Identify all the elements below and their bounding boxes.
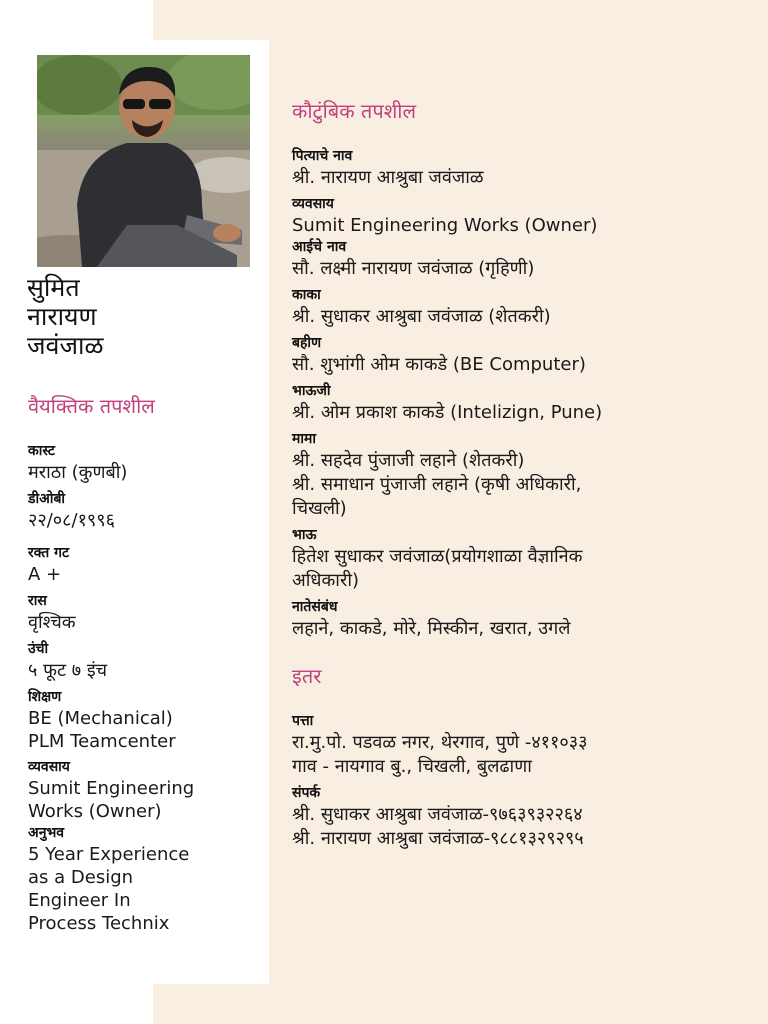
dob-value: २२/०८/१९९६ bbox=[28, 510, 116, 531]
zodiac-value: वृश्चिक bbox=[28, 612, 76, 633]
profile-photo bbox=[37, 55, 250, 267]
occupation-value-line: Works (Owner) bbox=[28, 801, 162, 822]
brother-in-law-label: भाऊजी bbox=[292, 383, 331, 399]
maternal-uncle-value-line: चिखली) bbox=[292, 498, 347, 519]
contact-label: संपर्क bbox=[292, 785, 321, 801]
maternal-uncle-value-line: श्री. सहदेव पुंजाजी लहाने (शेतकरी) bbox=[292, 450, 525, 471]
relations-value: लहाने, काकडे, मोरे, मिस्कीन, खरात, उगले bbox=[292, 618, 571, 639]
contact-value-line: श्री. सुधाकर आश्रुबा जवंजाळ-९७६३९३२२६४ bbox=[292, 804, 583, 825]
father-name-label: पित्याचे नाव bbox=[292, 148, 353, 164]
blood-group-value: A + bbox=[28, 564, 62, 585]
mother-name-value: सौ. लक्ष्मी नारायण जवंजाळ (गृहिणी) bbox=[292, 258, 535, 279]
experience-value-line: 5 Year Experience bbox=[28, 844, 190, 865]
occupation-label: व्यवसाय bbox=[28, 759, 70, 775]
brother-value-line: अधिकारी) bbox=[292, 570, 360, 591]
address-value-line: रा.मु.पो. पडवळ नगर, थेरगाव, पुणे -४११०३३ bbox=[292, 732, 588, 753]
experience-label: अनुभव bbox=[28, 825, 65, 841]
father-name-value: श्री. नारायण आश्रुबा जवंजाळ bbox=[292, 167, 484, 188]
blood-group-label: रक्त गट bbox=[28, 545, 70, 561]
height-value: ५ फूट ७ इंच bbox=[28, 660, 108, 681]
maternal-uncle-value-line: श्री. समाधान पुंजाजी लहाने (कृषी अधिकारी, bbox=[292, 474, 582, 495]
address-label: पत्ता bbox=[292, 713, 314, 729]
family-details-title: कौटुंबिक तपशील bbox=[292, 99, 417, 123]
personal-details-section bbox=[28, 393, 263, 935]
brother-value-line: हितेश सुधाकर जवंजाळ(प्रयोगशाळा वैज्ञानिक bbox=[292, 546, 583, 567]
caste-label: कास्ट bbox=[28, 443, 55, 459]
profile-name-line: नारायण bbox=[27, 302, 97, 331]
relations-label: नातेसंबंध bbox=[292, 599, 338, 615]
experience-value-line: Engineer In bbox=[28, 890, 131, 911]
mother-name-label: आईचे नाव bbox=[292, 239, 347, 255]
contact-value-line: श्री. नारायण आश्रुबा जवंजाळ-९८८१३२९२९५ bbox=[292, 828, 584, 849]
maternal-uncle-label: मामा bbox=[292, 431, 316, 447]
education-label: शिक्षण bbox=[28, 689, 62, 705]
caste-value: मराठा (कुणबी) bbox=[28, 462, 128, 483]
experience-value-line: Process Technix bbox=[28, 913, 170, 934]
dob-label: डीओबी bbox=[28, 491, 66, 507]
father-occupation-value: Sumit Engineering Works (Owner) bbox=[292, 215, 598, 236]
father-occupation-label: व्यवसाय bbox=[292, 196, 334, 212]
education-value-line: PLM Teamcenter bbox=[28, 731, 176, 752]
other-details-title: इतर bbox=[292, 664, 322, 688]
address-value-line: गाव - नायगाव बु., चिखली, बुलढाणा bbox=[292, 756, 532, 777]
profile-name-line: जवंजाळ bbox=[27, 331, 104, 360]
personal-details-title: वैयक्तिक तपशील bbox=[28, 394, 155, 418]
profile-photo-illustration bbox=[37, 55, 250, 267]
height-label: उंची bbox=[28, 641, 49, 657]
brother-in-law-value: श्री. ओम प्रकाश काकडे (Intelizign, Pune) bbox=[292, 402, 603, 423]
education-value-line: BE (Mechanical) bbox=[28, 708, 173, 729]
brother-label: भाऊ bbox=[292, 527, 317, 543]
sister-value: सौ. शुभांगी ओम काकडे (BE Computer) bbox=[292, 354, 586, 375]
sister-label: बहीण bbox=[292, 335, 322, 351]
profile-name-line: सुमित bbox=[27, 273, 80, 302]
occupation-value-line: Sumit Engineering bbox=[28, 778, 195, 799]
zodiac-label: रास bbox=[28, 593, 47, 609]
uncle-label: काका bbox=[292, 287, 321, 303]
experience-value-line: as a Design bbox=[28, 867, 134, 888]
uncle-value: श्री. सुधाकर आश्रुबा जवंजाळ (शेतकरी) bbox=[292, 306, 551, 327]
profile-name bbox=[27, 273, 103, 360]
family-and-other-details bbox=[292, 98, 752, 851]
